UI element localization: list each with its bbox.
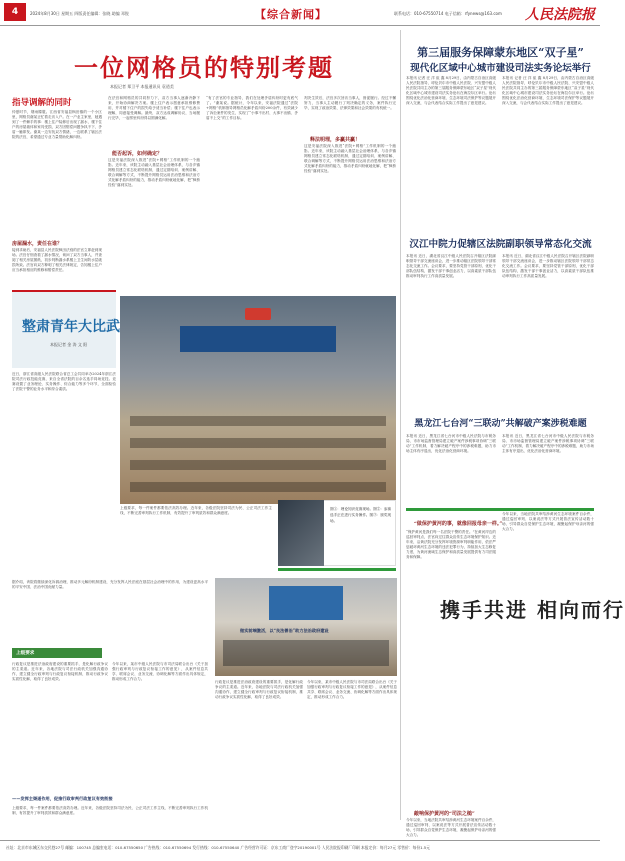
right-section-rule bbox=[406, 508, 594, 511]
red-subheadline: 指导调解的同时 bbox=[12, 98, 72, 108]
page-number: 4 bbox=[4, 3, 26, 21]
bottom-col-2: 今年以来，某市中级人民法院与市司法局联合出台《关于加强行政审判与行政复议衔接工作的意见》，从案件信息共享、联席会议、业务交流、协调化解等方面作出具体规定，推动形成工作合力。 bbox=[112, 662, 208, 682]
right-article-4-col-1: “保护黄河是我们每一名法院干警的责任。”在黄河岸边的巡回审判点，法官向过往群众宣传生态环境保护知识。近年来，沿黄法院充分发挥环境资源审判职能作用，依法严惩破坏黄河生态环境的违法犯罪行为，持续加大生态修复力度，为黄河流域生态保护和高质量发展提供有力司法服务和保障。 bbox=[406, 530, 496, 560]
audience-row-shape bbox=[130, 460, 386, 470]
feature-title-box bbox=[12, 290, 120, 368]
main-article-subhead-1: 房屋漏水，责任在谁？ bbox=[12, 241, 63, 247]
people-shape bbox=[223, 640, 389, 666]
date-line: 2024年8月30日 星期五 四版责任编辑：张晓 助编 邓锐 bbox=[30, 11, 129, 16]
feature-title: 整肃青年大比武 bbox=[22, 319, 120, 335]
bottom-photo bbox=[215, 578, 397, 676]
feature-body: 近日，浙江省高级人民法院联合省总工会共同举办2024年浙江法院司法行政技能竞赛，来自全省法院的百余名选手同场竞技。竞赛设置了业务理论、实务操作、综合能力等多个环节，全面检验了法院干警的业务水平和综合素质。 bbox=[12, 372, 116, 392]
bottom-right-subheadline: 做实前端激活，以“良法善治”助力法治政府建设 bbox=[240, 628, 329, 633]
right-article-4-col-2: 今年以来，当地法院共审结涉黄河生态环境案件百余件，通过巡回审判、以案说法等方式开展普法宣传活动数十场，引导群众自觉保护生态环境，凝聚起保护母亲河的强大合力。 bbox=[502, 512, 594, 532]
right-article-2-title: 汉江中院力促辖区法院副职领导常态化交流 bbox=[409, 239, 592, 250]
page-footer bbox=[0, 840, 600, 861]
right-article-1-title-line-1: 第三届服务保障蒙东地区“双子星” bbox=[417, 46, 584, 59]
main-article-para-2: 接到求助后，安福县人民法院枫田法庭的法官立即赶到现场。法官仔细查看了漏水情况，询问了双方当事人，并查阅了相关房屋图纸，初步判断漏水系楼上卫生间防水层破损所致。法官向双方释明了相关法律规定，告知楼上住户应当承担相应的维修和赔偿责任。 bbox=[12, 248, 102, 273]
bottom-intro-text: 据介绍，该院将继续深化诉源治理，推动多元解纷机制建设，充分发挥人民法庭在基层社会治理中的作用，为建设更高水平的平安中国、法治中国贡献力量。 bbox=[12, 580, 208, 590]
feature-byline: 本报记者 金 涛 文 阳 bbox=[50, 342, 88, 347]
audience-row-shape bbox=[130, 438, 386, 448]
right-article-1-col-1: 本报讯 记者 汪 洋 崔 鑫 8月29日，由内蒙古自治区高级人民法院指导，呼伦贝尔市中级人民法院、兴安盟中级人民法院共同主办的第三届服务保障蒙东地区“双子星”现代化区域中心城市建设司法实务论坛在海拉尔区举行。论坛围绕优化法治化营商环境、生态环境司法保护等议题展开深入交流，与会代表结合实际工作提出了意见建议。 bbox=[406, 76, 496, 106]
competition-photo bbox=[120, 296, 396, 504]
section-rule bbox=[278, 568, 396, 571]
main-article-para-5: “有了法官的专业指导，我们在处理矛盾纠纷时更有底气了。”谢某说。据统计，今年以来，安福法院通过“法院+网格”机制指导网格员化解矛盾纠纷200余件，有效减少了诉讼案件的发生，实现了“小事不出村、大事不出镇、矛盾不上交”的工作目标。 bbox=[206, 96, 298, 121]
right-article-4-col-1-end: 今年以来，当地法院共审结涉黄河生态环境案件百余件，通过巡回审判、以案说法等方式开展普法宣传活动数十场，引导群众自觉保护生态环境，凝聚起保护母亲河的强大合力。 bbox=[406, 818, 496, 838]
main-article-para-7: 这是安福法院深入推进“法院+网格”工作机制的一个缩影。近年来，该院主动融入基层社会治理体系，与各乡镇网格员建立常态化联络机制，通过定期培训、案例讲解、联合调解等方式，不断提升网格员运用法治思维和法治方式化解矛盾纠纷的能力，推动矛盾纠纷就地化解，把“枫桥经验”落到实处。 bbox=[304, 144, 396, 174]
right-article-4-subhead-2: 敲响保护黄河的“司法之槌” bbox=[414, 811, 475, 817]
audience-row-shape bbox=[130, 416, 386, 426]
contact-info: 联系电话：010-67550714 电子信箱：rfynews@163.com bbox=[394, 11, 502, 16]
bottom-subheadline: ——发挥主渠道作用，促推行政审判行政复议有效衔接 bbox=[12, 796, 113, 801]
main-article-subhead-3: 能否起诉，如何确定？ bbox=[112, 151, 163, 157]
right-article-3-col-2: 本报讯 近日，黑龙江省七台河市中级人民法院与市税务局、市市场监督管理局建立破产案件涉税事项协调“三联动”工作机制，着力解决破产程序中的涉税难题，助力市场主体有序退出，优化法治化营商环境。 bbox=[502, 434, 594, 454]
main-article-para-3: 在法官和网格员的共同努力下，双方当事人逐渐冷静下来，开始协商解决方案。楼上住户表示愿意承担维修费用，并对楼下住户的损失给予适当补偿；楼下住户也表示理解，同意接受调解。最终，双方达成调解协议，当场履行完毕，一起邻里纠纷得以圆满化解。 bbox=[108, 96, 200, 121]
page-header bbox=[0, 0, 600, 26]
section-tag: 【综合新闻】 bbox=[255, 8, 327, 21]
emblem-shape bbox=[245, 308, 271, 320]
main-article-subhead-2: 释法明理，多赢共赢！ bbox=[310, 137, 361, 143]
main-article-byline: 本报记者 郑卫平 本报通讯员 袁道美 bbox=[110, 84, 174, 89]
right-article-3-col-1: 本报讯 近日，黑龙江省七台河市中级人民法院与市税务局、市市场监督管理局建立破产案件涉税事项协调“三联动”工作机制，着力解决破产程序中的涉税难题，助力市场主体有序退出，优化法治化营商环境。 bbox=[406, 434, 496, 454]
main-article-para-4: 这是安福法院深入推进“法院+网格”工作机制的一个缩影。近年来，该院主动融入基层社会治理体系，与各乡镇网格员建立常态化联络机制，通过定期培训、案例讲解、联合调解等方式，不断提升网格员运用法治思维和法治方式化解矛盾纠纷的能力，推动矛盾纠纷就地化解，把“枫桥经验”落到实处。 bbox=[108, 158, 200, 188]
caption-thumbnail bbox=[278, 500, 324, 566]
screen-shape bbox=[269, 586, 343, 620]
photo-caption: 图①：理论知识竞赛现场。图②：参赛选手正在进行实务操作。图③：颁奖现场。 bbox=[330, 507, 392, 523]
bottom-col-3: 行政复议是推进法治政府建设的重要抓手，是化解行政争议的主渠道。近年来，各地法院与司法行政机关加强沟通协作，建立健全行政审判与行政复议衔接机制，推动行政争议实质性化解，取得了良好成效。 bbox=[215, 680, 303, 700]
bottom-col-4: 今年以来，某市中级人民法院与市司法局联合出台《关于加强行政审判与行政复议衔接工作的意见》，从案件信息共享、联席会议、业务交流、协调化解等方面作出具体规定，推动形成工作合力。 bbox=[307, 680, 397, 700]
main-article-para-1: 仲夏时节，烟雨朦胧。江西省安福县枫田镇的一个小区里，网格员谢某正忙着走访入户。在一户业主家里，她遇到了一件棘手的事：楼上住户装修后出现了漏水，楼下住户的房屋墙体和家具受损，双方因赔偿问题争执不下，矛盾一触即发。谢某一边安抚双方情绪，一边联系了辖区法院的法官，希望通过专业力量帮助化解纠纷。 bbox=[12, 110, 102, 140]
audience-row-shape bbox=[130, 482, 386, 492]
column-divider bbox=[400, 30, 401, 820]
main-article-title: 一位网格员的特别考题 bbox=[74, 53, 334, 82]
right-article-1-col-2: 本报讯 记者 汪 洋 崔 鑫 8月29日，由内蒙古自治区高级人民法院指导，呼伦贝尔市中级人民法院、兴安盟中级人民法院共同主办的第三届服务保障蒙东地区“双子星”现代化区域中心城市建设司法实务论坛在海拉尔区举行。论坛围绕优化法治化营商环境、生态环境司法保护等议题展开深入交流，与会代表结合实际工作提出了意见建议。 bbox=[502, 76, 594, 106]
right-article-4-subhead-1: “做保护黄河的事，就像回报母亲一样。” bbox=[414, 521, 503, 527]
bottom-headline: 携手共进 相向而行 bbox=[440, 598, 625, 622]
bottom-col-1: 行政复议是推进法治政府建设的重要抓手，是化解行政争议的主渠道。近年来，各地法院与司法行政机关加强沟通协作，建立健全行政审判与行政复议衔接机制，推动行政争议实质性化解，取得了良好成效。 bbox=[12, 662, 108, 682]
bottom-col-5: 上级要求，每一件案件都要依法高效办理。近年来，各级法院坚持司法为民、公正司法工作主线，不断完善审判执行工作机制，有效提升了审判质效和群众满意度。 bbox=[12, 806, 208, 816]
masthead-logo: 人民法院报 bbox=[525, 7, 595, 23]
right-article-2-col-2: 本报讯 近日，湖北省汉江中级人民法院召开辖区法院副职领导干部交流座谈会，进一步推动辖区法院领导干部常态化交流工作。会议要求，要坚持党管干部原则，优化干部队伍结构，激发干部干事创业活力，以高素质干部队伍推动审判执行工作高质量发展。 bbox=[502, 254, 594, 279]
stage-banner-shape bbox=[180, 326, 336, 352]
right-article-1-title-line-2: 现代化区域中心城市建设司法实务论坛举行 bbox=[410, 63, 591, 74]
right-article-2-col-1: 本报讯 近日，湖北省汉江中级人民法院召开辖区法院副职领导干部交流座谈会，进一步推动辖区法院领导干部常态化交流工作。会议要求，要坚持党管干部原则，优化干部队伍结构，激发干部干事创业活力，以高素质干部队伍推动审判执行工作高质量发展。 bbox=[406, 254, 496, 279]
box-tag-label: 上级要求 bbox=[16, 651, 35, 656]
main-article-para-6: 判决生效后，法官多次回访当事人，督促履行。经过不懈努力，当事人主动履行了判决确定的义务，案件执行完毕，实现了政治效果、法律效果和社会效果的有机统一。 bbox=[304, 96, 396, 111]
footer-text: 社址：北京市东城区东交民巷27号 邮编：100745 总编室电话：010-67550650 广告热线：010-67550694 发行热线：010-67550640 广告经营许可证：京东工商广登字20190001号 人民法院报印刷厂印刷 本报定价：每月27元 零售价：每份1.5元 bbox=[6, 845, 430, 850]
right-article-3-title: 黑龙江七台河“三联动”共解破产案涉税难题 bbox=[414, 419, 587, 429]
feature-body-continued: 上级要求，每一件案件都要依法高效办理。近年来，各级法院坚持司法为民、公正司法工作主线，不断完善审判执行工作机制，有效提升了审判质效和群众满意度。 bbox=[120, 506, 272, 516]
